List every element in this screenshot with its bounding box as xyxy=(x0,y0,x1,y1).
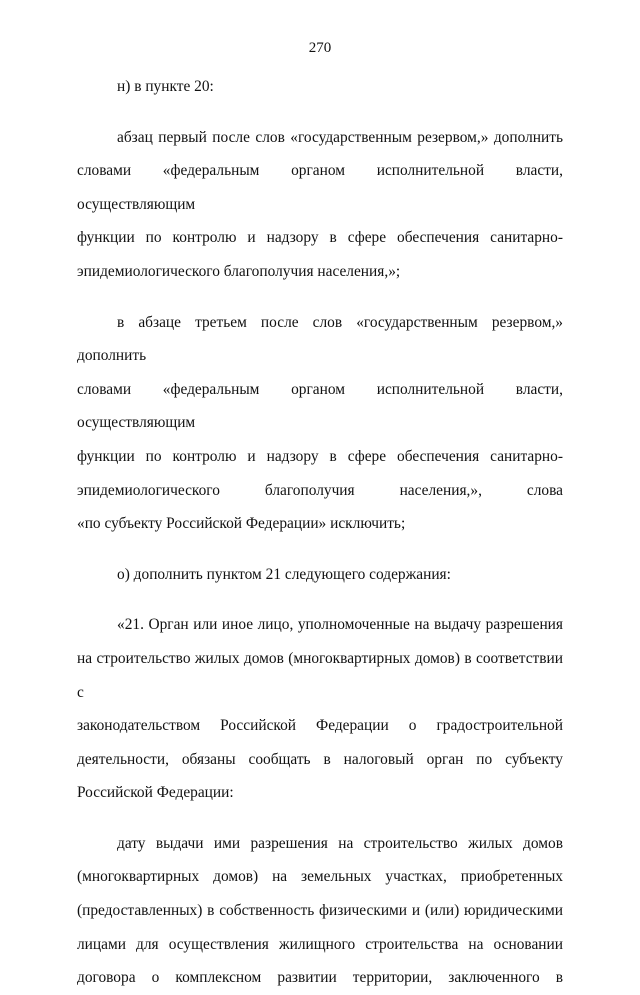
page-number: 270 xyxy=(308,40,332,56)
text-line: договора о комплексном развитии территории, заключенного в xyxy=(77,969,563,987)
text-line: (предоставленных) в собственность физическими и (или) юридическими xyxy=(77,902,563,920)
paragraph-item-n xyxy=(77,70,563,104)
paragraph-point-21 xyxy=(77,608,563,810)
text-line: словами «федеральным органом исполнительной власти, осуществляющим xyxy=(77,380,563,432)
text-line: функции по контролю и надзору в сфере обеспечения санитарно- xyxy=(77,447,563,465)
text-line: словами «федеральным органом исполнительной власти, осуществляющим xyxy=(77,162,563,213)
text-line: функции по контролю и надзору в сфере обеспечения санитарно- xyxy=(77,229,563,247)
text-line: дату выдачи ими разрешения на строительство жилых домов xyxy=(117,834,563,852)
text-line: эпидемиологического благополучия населения,»; xyxy=(77,262,401,280)
text-line: абзац первый после слов «государственным резервом,» дополнить xyxy=(117,128,563,146)
text-line: законодательством Российской Федерации о градостроительной xyxy=(77,717,563,735)
text-line: (многоквартирных домов) на земельных участках, приобретенных xyxy=(77,868,563,886)
text-line: о) дополнить пунктом 21 следующего содержания: xyxy=(117,565,451,583)
text-line: «21. Орган или иное лицо, уполномоченные на выдачу разрешения xyxy=(117,616,563,634)
paragraph-issue-date xyxy=(77,827,563,995)
text-line: в абзаце третьем после слов «государственным резервом,» дополнить xyxy=(77,313,563,365)
paragraph-third-abzac xyxy=(77,306,563,541)
paragraph-first-abzac xyxy=(77,121,563,289)
text-line: н) в пункте 20: xyxy=(117,78,214,95)
text-line: лицами для осуществления жилищного строительства на основании xyxy=(77,935,563,953)
text-line: Российской Федерации: xyxy=(77,784,234,802)
document-body xyxy=(77,70,563,995)
text-line: деятельности, обязаны сообщать в налоговый орган по субъекту xyxy=(77,750,563,768)
paragraph-item-o xyxy=(77,558,563,592)
text-line: эпидемиологического благополучия населения,», слова xyxy=(77,481,563,499)
text-line: на строительство жилых домов (многоквартирных домов) в соответствии с xyxy=(77,649,563,701)
text-line: «по субъекту Российской Федерации» исключить; xyxy=(77,515,406,533)
